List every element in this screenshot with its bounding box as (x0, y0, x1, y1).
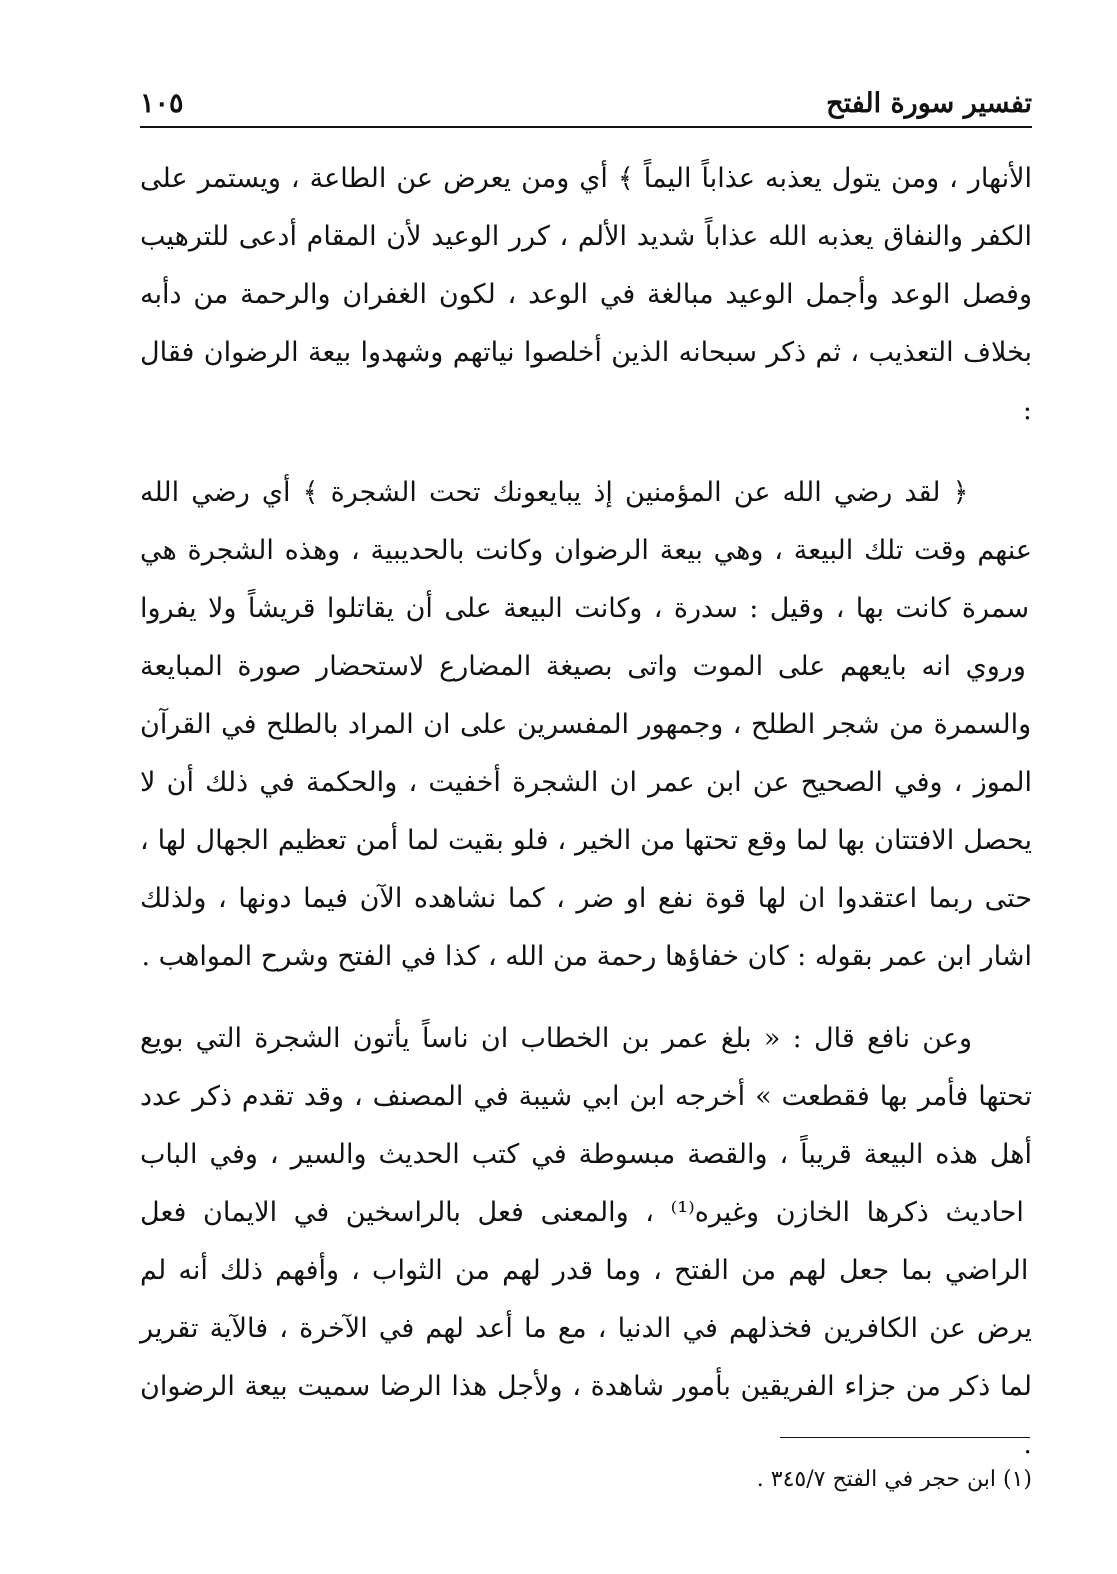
text-line: دونها ، ولذلك اشار ابن عمر بقوله : كان خفاؤها رحمة من الله ، كذا في (140, 883, 1032, 972)
text-line: الجهال لها ، حتى ربما اعتقدوا ان لها قوة نفع او ضر ، كما نشاهده الآن فيما (140, 825, 1033, 914)
text-line: الفتح وشرح المواهب . (141, 941, 393, 972)
running-title: تفسير سورة الفتح (826, 87, 1032, 119)
text-line: عنهم وقت تلك البيعة ، وهي بيعة الرضوان وكانت بالحديبية ، وهذه الشجرة (176, 535, 1032, 566)
footnote: (١) ابن حجر في الفتح ٣٤٥/٧ . (756, 1467, 1032, 1492)
text-line: وعن نافع قال : « بلغ عمر بن الخطاب ان ناساً يأتون الشجرة التي (183, 1023, 972, 1054)
paragraph-3 (140, 1010, 1032, 1474)
paragraph-2 (140, 464, 1032, 986)
text-line: تقرير لما ذكر من جزاء الفريقين بأمور شاهدة ، ولأجل هذا الرضا سميت بيعة (140, 1313, 1032, 1402)
text-line: الراضي بما جعل لهم من الفتح ، وما قدر لهم من الثواب ، وأفهم ذلك أنه لم (140, 1255, 1029, 1286)
header-rule (140, 126, 1032, 128)
text-line: الأنهار ، ومن يتول يعذبه عذاباً اليماً ﴾ أي ومن يعرض عن الطاعة ، ويستمر (187, 163, 1032, 194)
text-line: الباب احاديث ذكرها الخازن وغيره⁽¹⁾ ، والمعنى فعل بالراسخين في الايمان فعل (140, 1139, 1024, 1228)
text-line: الرضوان . (140, 1371, 1032, 1460)
footnote-rule (780, 1437, 1030, 1438)
text-line: من دأبه بخلاف التعذيب ، ثم ذكر سبحانه الذين أخلصوا نياتهم وشهدوا بيعة (140, 279, 1033, 368)
page-number: ١٠٥ (140, 87, 184, 119)
text-line: ﴿ لقد رضي الله عن المؤمنين إذ يبايعونك تحت الشجرة ﴾ أي رضي الله (140, 477, 969, 508)
page-header (140, 80, 1032, 126)
text-line: للترهيب وفصل الوعد وأجمل الوعيد مبالغة في الوعد ، لكون الغفران والرحمة (140, 221, 1032, 310)
text-line: يرض عن الكافرين فخذلهم في الدنيا ، مع ما أعد لهم في الآخرة ، فالآية (198, 1313, 1032, 1344)
text-line: والسمرة من شجر الطلح ، وجمهور المفسرين على ان المراد بالطلح في القرآن (140, 709, 1032, 740)
text-line: وروي انه بايعهم على الموت واتى بصيغة المضارع لاستحضار صورة المبايعة (140, 651, 1026, 682)
text-line: بويع تحتها فأمر بها فقطعت » أخرجه ابن ابي شيبة في المصنف ، وقد تقدم ذكر (140, 1023, 1032, 1112)
paragraph-1 (140, 150, 1032, 440)
text-line: الرضوان فقال : (140, 337, 1032, 426)
text-line: عدد أهل هذه البيعة قريباً ، والقصة مبسوطة في كتب الحديث والسير ، وفي (140, 1081, 1032, 1170)
text-line: الموز ، وفي الصحيح عن ابن عمر ان الشجرة أخفيت ، والحكمة في ذلك (193, 767, 1032, 798)
text-line: على الكفر والنفاق يعذبه الله عذاباً شديد الألم ، كرر الوعيد لأن المقام أدعى (140, 163, 1032, 252)
page-body (140, 150, 1032, 1474)
text-line: هي سمرة كانت بها ، وقيل : سدرة ، وكانت البيعة على أن يقاتلوا قريشاً ولا يفروا (140, 535, 1030, 624)
text-line: أن لا يحصل الافتتان بها لما وقع تحتها من الخير ، فلو بقيت لما أمن تعظيم (140, 767, 1032, 856)
